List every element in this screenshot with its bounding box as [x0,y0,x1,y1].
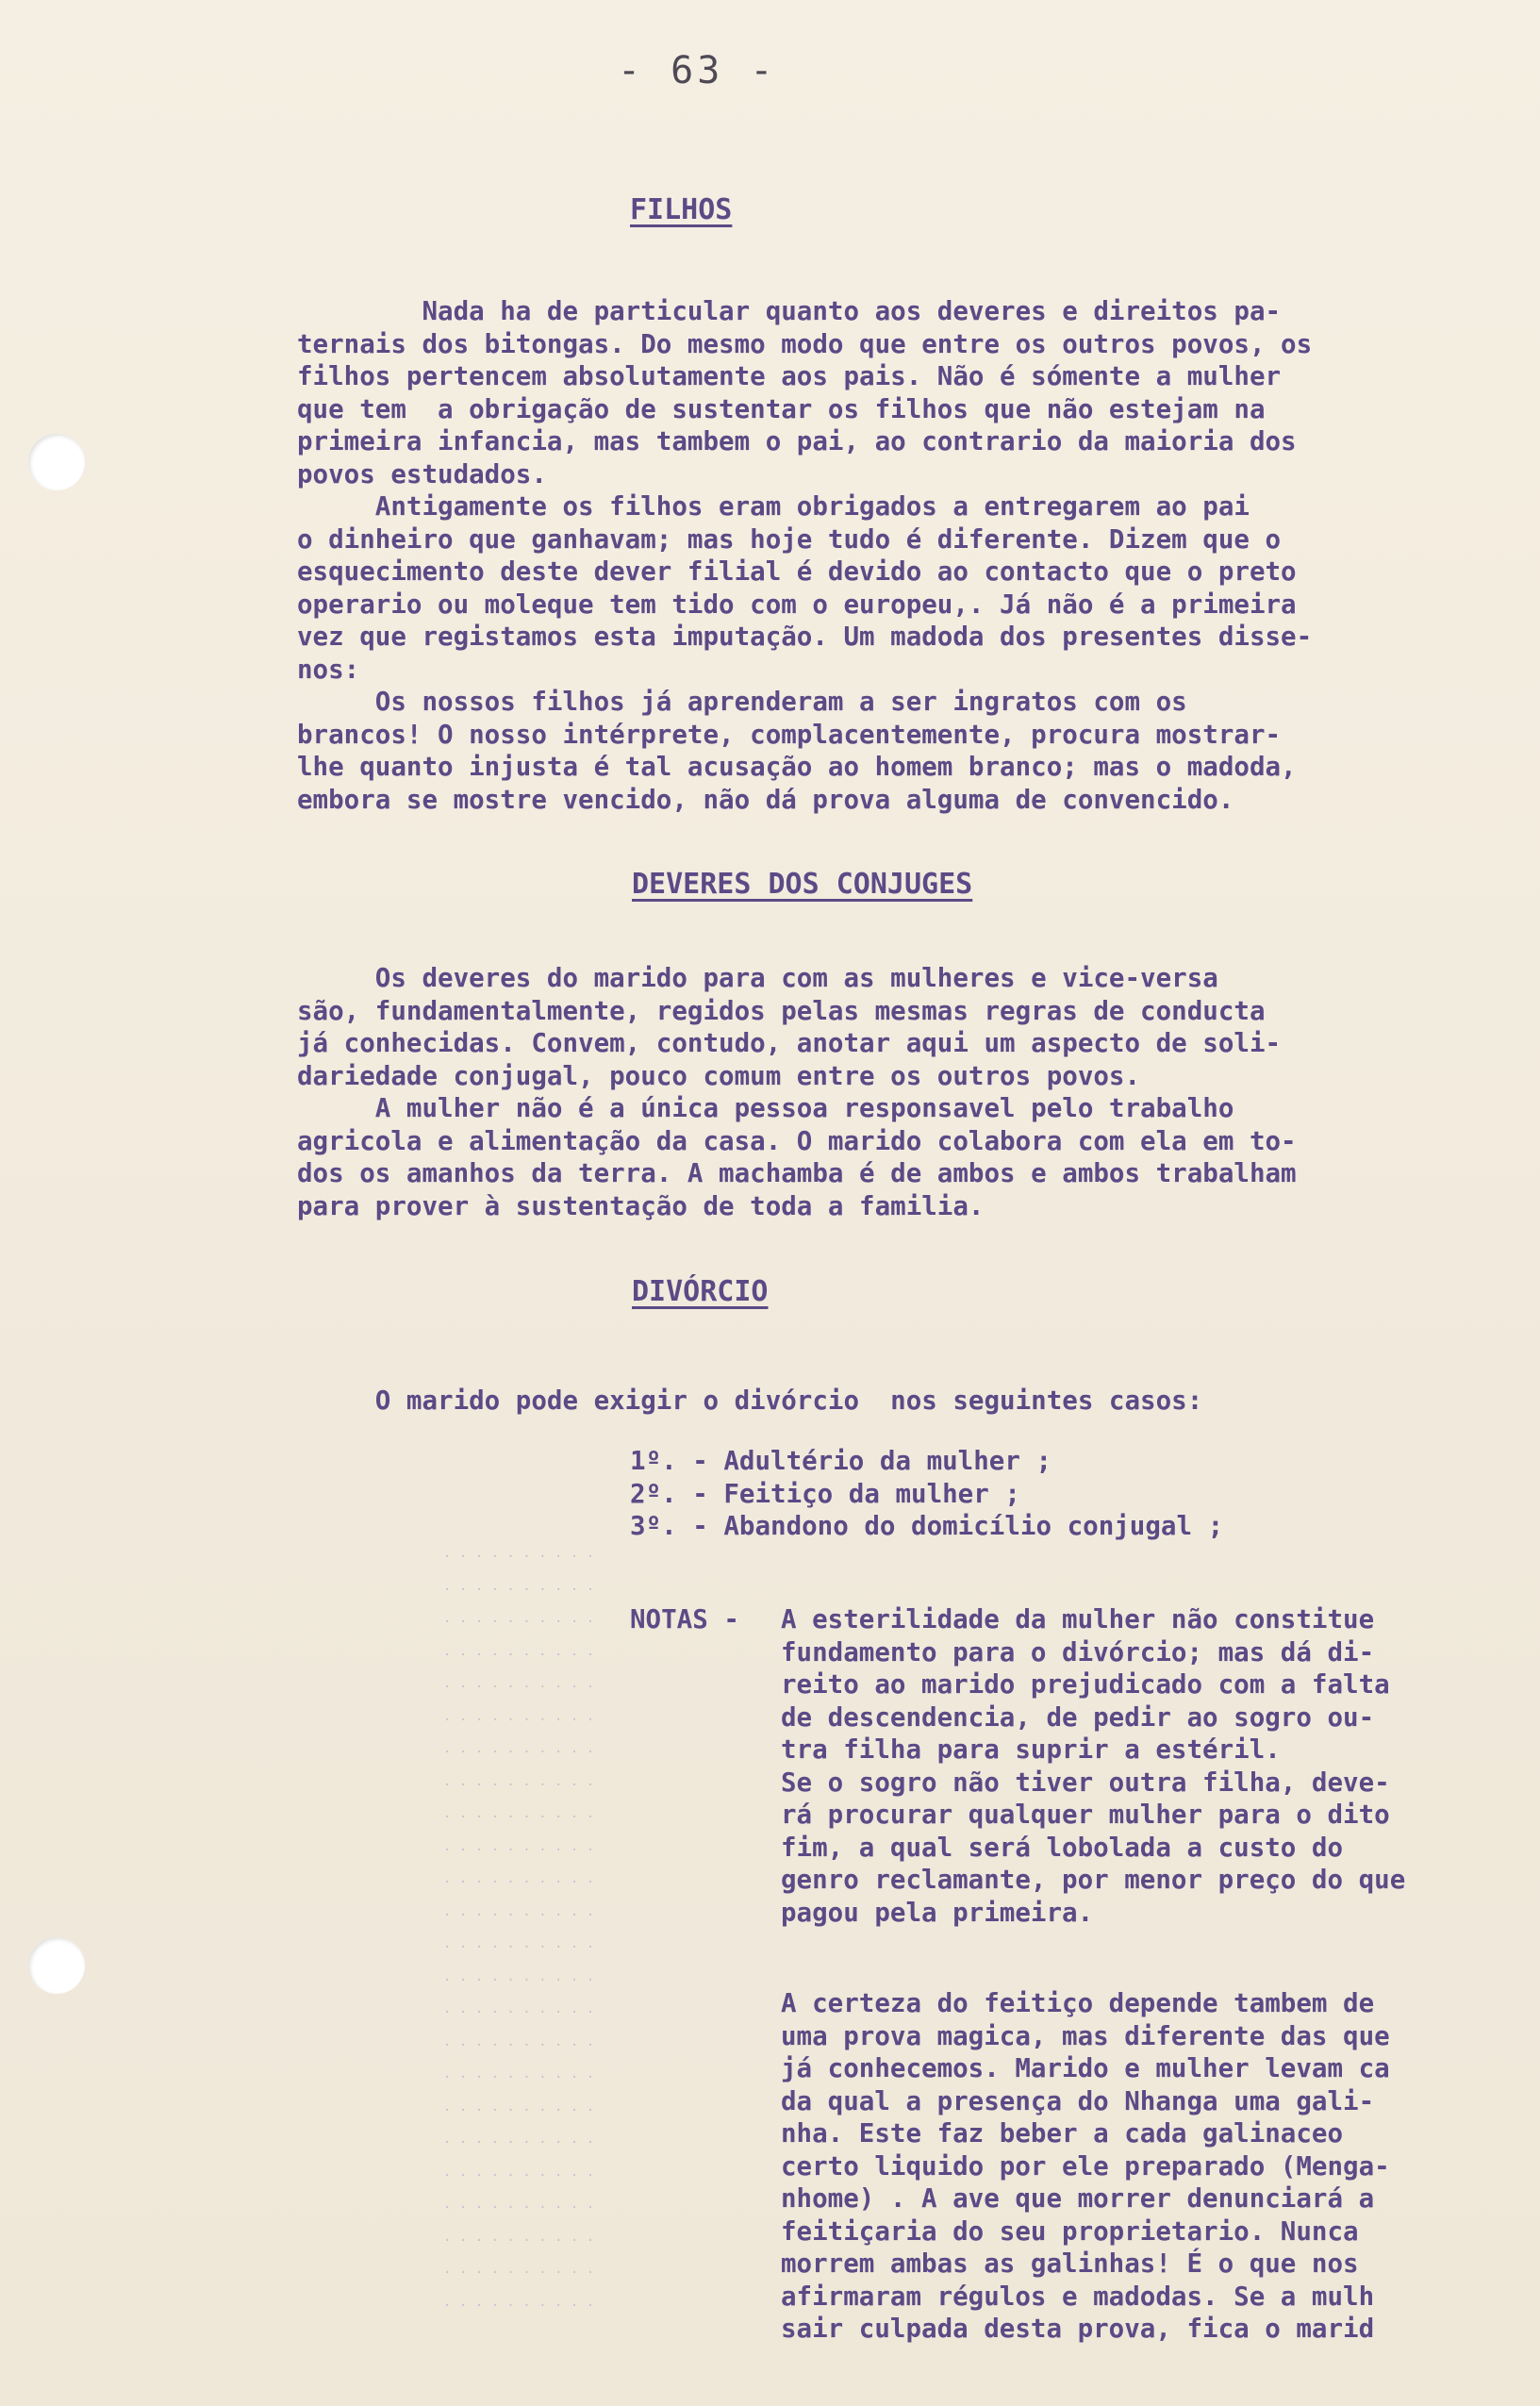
text-line: rá procurar qualquer mulher para o dito [781,1800,1390,1830]
text-line: fim, a qual será lobolada a custo do [781,1832,1344,1863]
text-line: povos estudados. [297,458,547,489]
text-line: de descendencia, de pedir ao sogro ou- [781,1701,1375,1733]
heading-deveres: DEVERES DOS CONJUGES [632,868,973,901]
divorcio-cases [630,1445,1223,1543]
text-line: 3º. - Abandono do domicílio conjugal ; [630,1511,1224,1541]
deveres-body [297,962,1297,1222]
text-line: primeira infancia, mas tambem o pai, ao contrario da maioria dos [297,426,1297,456]
binder-hole-top [28,434,85,490]
text-line: fundamento para o divórcio; mas dá di- [781,1636,1375,1668]
text-line: já conhecidas. Convem, contudo, anotar aqui um aspecto de soli- [297,1028,1282,1058]
divorcio-intro: O marido pode exigir o divórcio nos seguintes casos: [297,1386,1203,1416]
text-line: Os deveres do marido para com as mulheres e vice-versa [297,963,1218,993]
text-line: o dinheiro que ganhavam; mas hoje tudo é diferente. Dizem que o [297,523,1282,555]
text-line: uma prova magica, mas diferente das que [781,2020,1390,2051]
text-line: reito ao marido prejudicado com a falta [781,1669,1390,1700]
text-line: A esterilidade da mulher não constitue [781,1604,1375,1634]
text-line: para prover à sustentação de toda a familia. [297,1190,985,1221]
page-number: - 63 - [618,49,777,92]
text-line: agricola e alimentação da casa. O marido colabora com ela em to- [297,1125,1297,1156]
text-line: afirmaram régulos e madodas. Se a mulh [781,2281,1375,2312]
text-line: lhe quanto injusta é tal acusação ao homem branco; mas o madoda, [297,752,1297,782]
text-line: embora se mostre vencido, não dá prova alguma de convencido. [297,784,1234,815]
text-line: Nada ha de particular quanto aos deveres e direitos pa- [297,296,1282,326]
text-line: Os nossos filhos já aprenderam a ser ingratos com os [297,687,1187,717]
text-line: são, fundamentalmente, regidos pelas mesmas regras de conducta [297,995,1266,1026]
text-line: genro reclamante, por menor preço do que [781,1865,1406,1895]
filhos-body [297,295,1312,816]
text-line: sair culpada desta prova, fica o marid [781,2314,1375,2344]
heading-divorcio: DIVÓRCIO [632,1275,769,1308]
text-line: operario ou moleque tem tido com o europeu,. Já não é a primeira [297,589,1297,620]
text-line: vez que registamos esta imputação. Um madoda dos presentes disse- [297,622,1313,652]
text-line: brancos! O nosso intérprete, complacentemente, procura mostrar- [297,719,1282,750]
text-line: nhome) . A ave que morrer denunciará a [781,2183,1375,2214]
text-line: que tem a obrigação de sustentar os filhos que não estejam na [297,393,1266,424]
text-line: A mulher não é a única pessoa responsavel pelo trabalho [297,1093,1234,1123]
margin-dots: . . . . . . . . . . . . . . . . . . . . . . . . . . . . . . . . . . . . . . . . . . . . . . . . . . . . . . . . . . . . . . . . . . . . . . . . . . . . . . . . . . . . . . . . . . . . . . . . . . . . . . . . . . . . . . . . . . . . . . . . . . . . . . . . . . . . . . . . . . . . . . . . . . . . . . . . . . . . . . . . . . . . . . . . . . . . . . . . . . . . . . . . . . . . . . . . . . . . . . . . . . . . . . . . . . . . . . . . . . . . . . . . . . . . . . . . . . . . . . . . [443,1546,595,2310]
nota-label: NOTAS - [630,1604,739,1634]
text-line: 2º. - Feitiço da mulher ; [630,1478,1020,1509]
heading-filhos: FILHOS [630,193,733,226]
text-line: A certeza do feitiço depende tambem de [781,1988,1375,2018]
text-line: filhos pertencem absolutamente aos pais. Não é sómente a mulher [297,361,1282,391]
text-line: tra filha para suprir a estéril. [781,1734,1281,1765]
text-line: pagou pela primeira. [781,1897,1094,1928]
text-line: esquecimento deste dever filial é devido ao contacto que o preto [297,556,1297,587]
text-line: nha. Este faz beber a cada galinaceo [781,2118,1344,2149]
text-line: feitiçaria do seu proprietario. Nunca [781,2215,1359,2247]
text-line: dos os amanhos da terra. A machamba é de ambos e ambos trabalham [297,1158,1297,1188]
text-line: certo liquido por ele preparado (Menga- [781,2150,1390,2182]
binder-hole-bottom [28,1937,85,1994]
text-line: Se o sogro não tiver outra filha, deve- [781,1767,1390,1798]
text-line: ternais dos bitongas. Do mesmo modo que entre os outros povos, os [297,328,1313,359]
text-line: dariedade conjugal, pouco comum entre os outros povos. [297,1060,1141,1091]
text-line: nos: [297,654,360,685]
text-line: Antigamente os filhos eram obrigados a entregarem ao pai [297,491,1250,522]
nota-body [781,1603,1405,1929]
text-line: 1º. - Adultério da mulher ; [630,1446,1052,1476]
text-line: da qual a presença do Nhanga uma gali- [781,2085,1375,2116]
feitico-paragraph [781,1987,1390,2346]
text-line: morrem ambas as galinhas! É o que nos [781,2248,1359,2279]
text-line: já conhecemos. Marido e mulher levam ca [781,2053,1390,2083]
